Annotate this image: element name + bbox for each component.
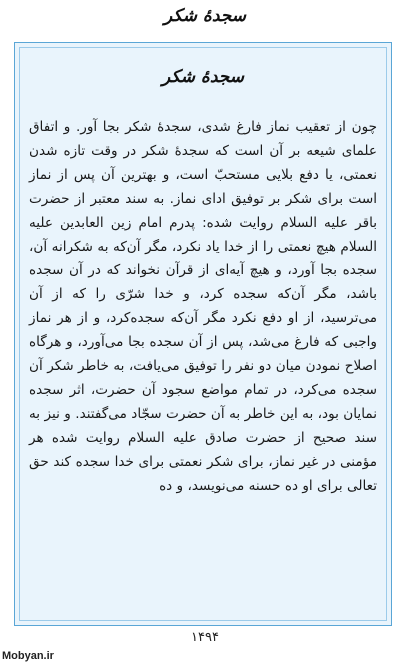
site-watermark: Mobyan.ir bbox=[2, 650, 54, 662]
body-paragraph-container bbox=[29, 116, 377, 499]
content-frame bbox=[14, 42, 392, 626]
page-header bbox=[0, 0, 410, 40]
section-title: سجدهٔ شکر bbox=[162, 67, 244, 87]
page-number: ۱۴۹۴ bbox=[191, 630, 219, 645]
header-title: سجدهٔ شکر bbox=[164, 6, 246, 26]
body-paragraph: چون از تعقیب نماز فارغ شدی، سجدهٔ شکر بجا آور. و اتفاق علمای شیعه بر آن است که سجدهٔ شکر در وقت تازه شدن نعمتی، یا دفع بلایی مستحبّ است، و بهترین آن پس از نماز است برای شکر بر توفیق ادای نماز. به سند معتبر از حضرت باقر علیه السلام روایت شده: پدرم امام زین العابدین علیه السلام هیچ نعمتی را از خدا یاد نکرد، مگر آن‌که به شکرانه آن، سجده بجا آورد، و هیچ آیه‌ای از قرآن نخواند که در آن سجده باشد، مگر آن‌که سجده کرد، و خدا شرّی را که از آن می‌ترسید، از او دفع نکرد مگر آن‌که سجده‌کرد، و از هر نماز واجبی که فارغ می‌شد، پس از آن سجده بجا می‌آورد، و هرگاه اصلاح نمودن میان دو نفر را توفیق می‌یافت، به خاطر شکر آن سجده می‌کرد، در تمام مواضع سجود آن حضرت، اثر سجده نمایان بود، به این خاطر به آن حضرت سجّاد می‌گفتند. و نیز به سند صحیح از حضرت صادق علیه السلام روایت شده هر مؤمنی در غیر نماز، برای شکر نعمتی برای خدا سجده کند حق تعالی برای او ده حسنه می‌نویسد، و ده bbox=[29, 119, 377, 494]
